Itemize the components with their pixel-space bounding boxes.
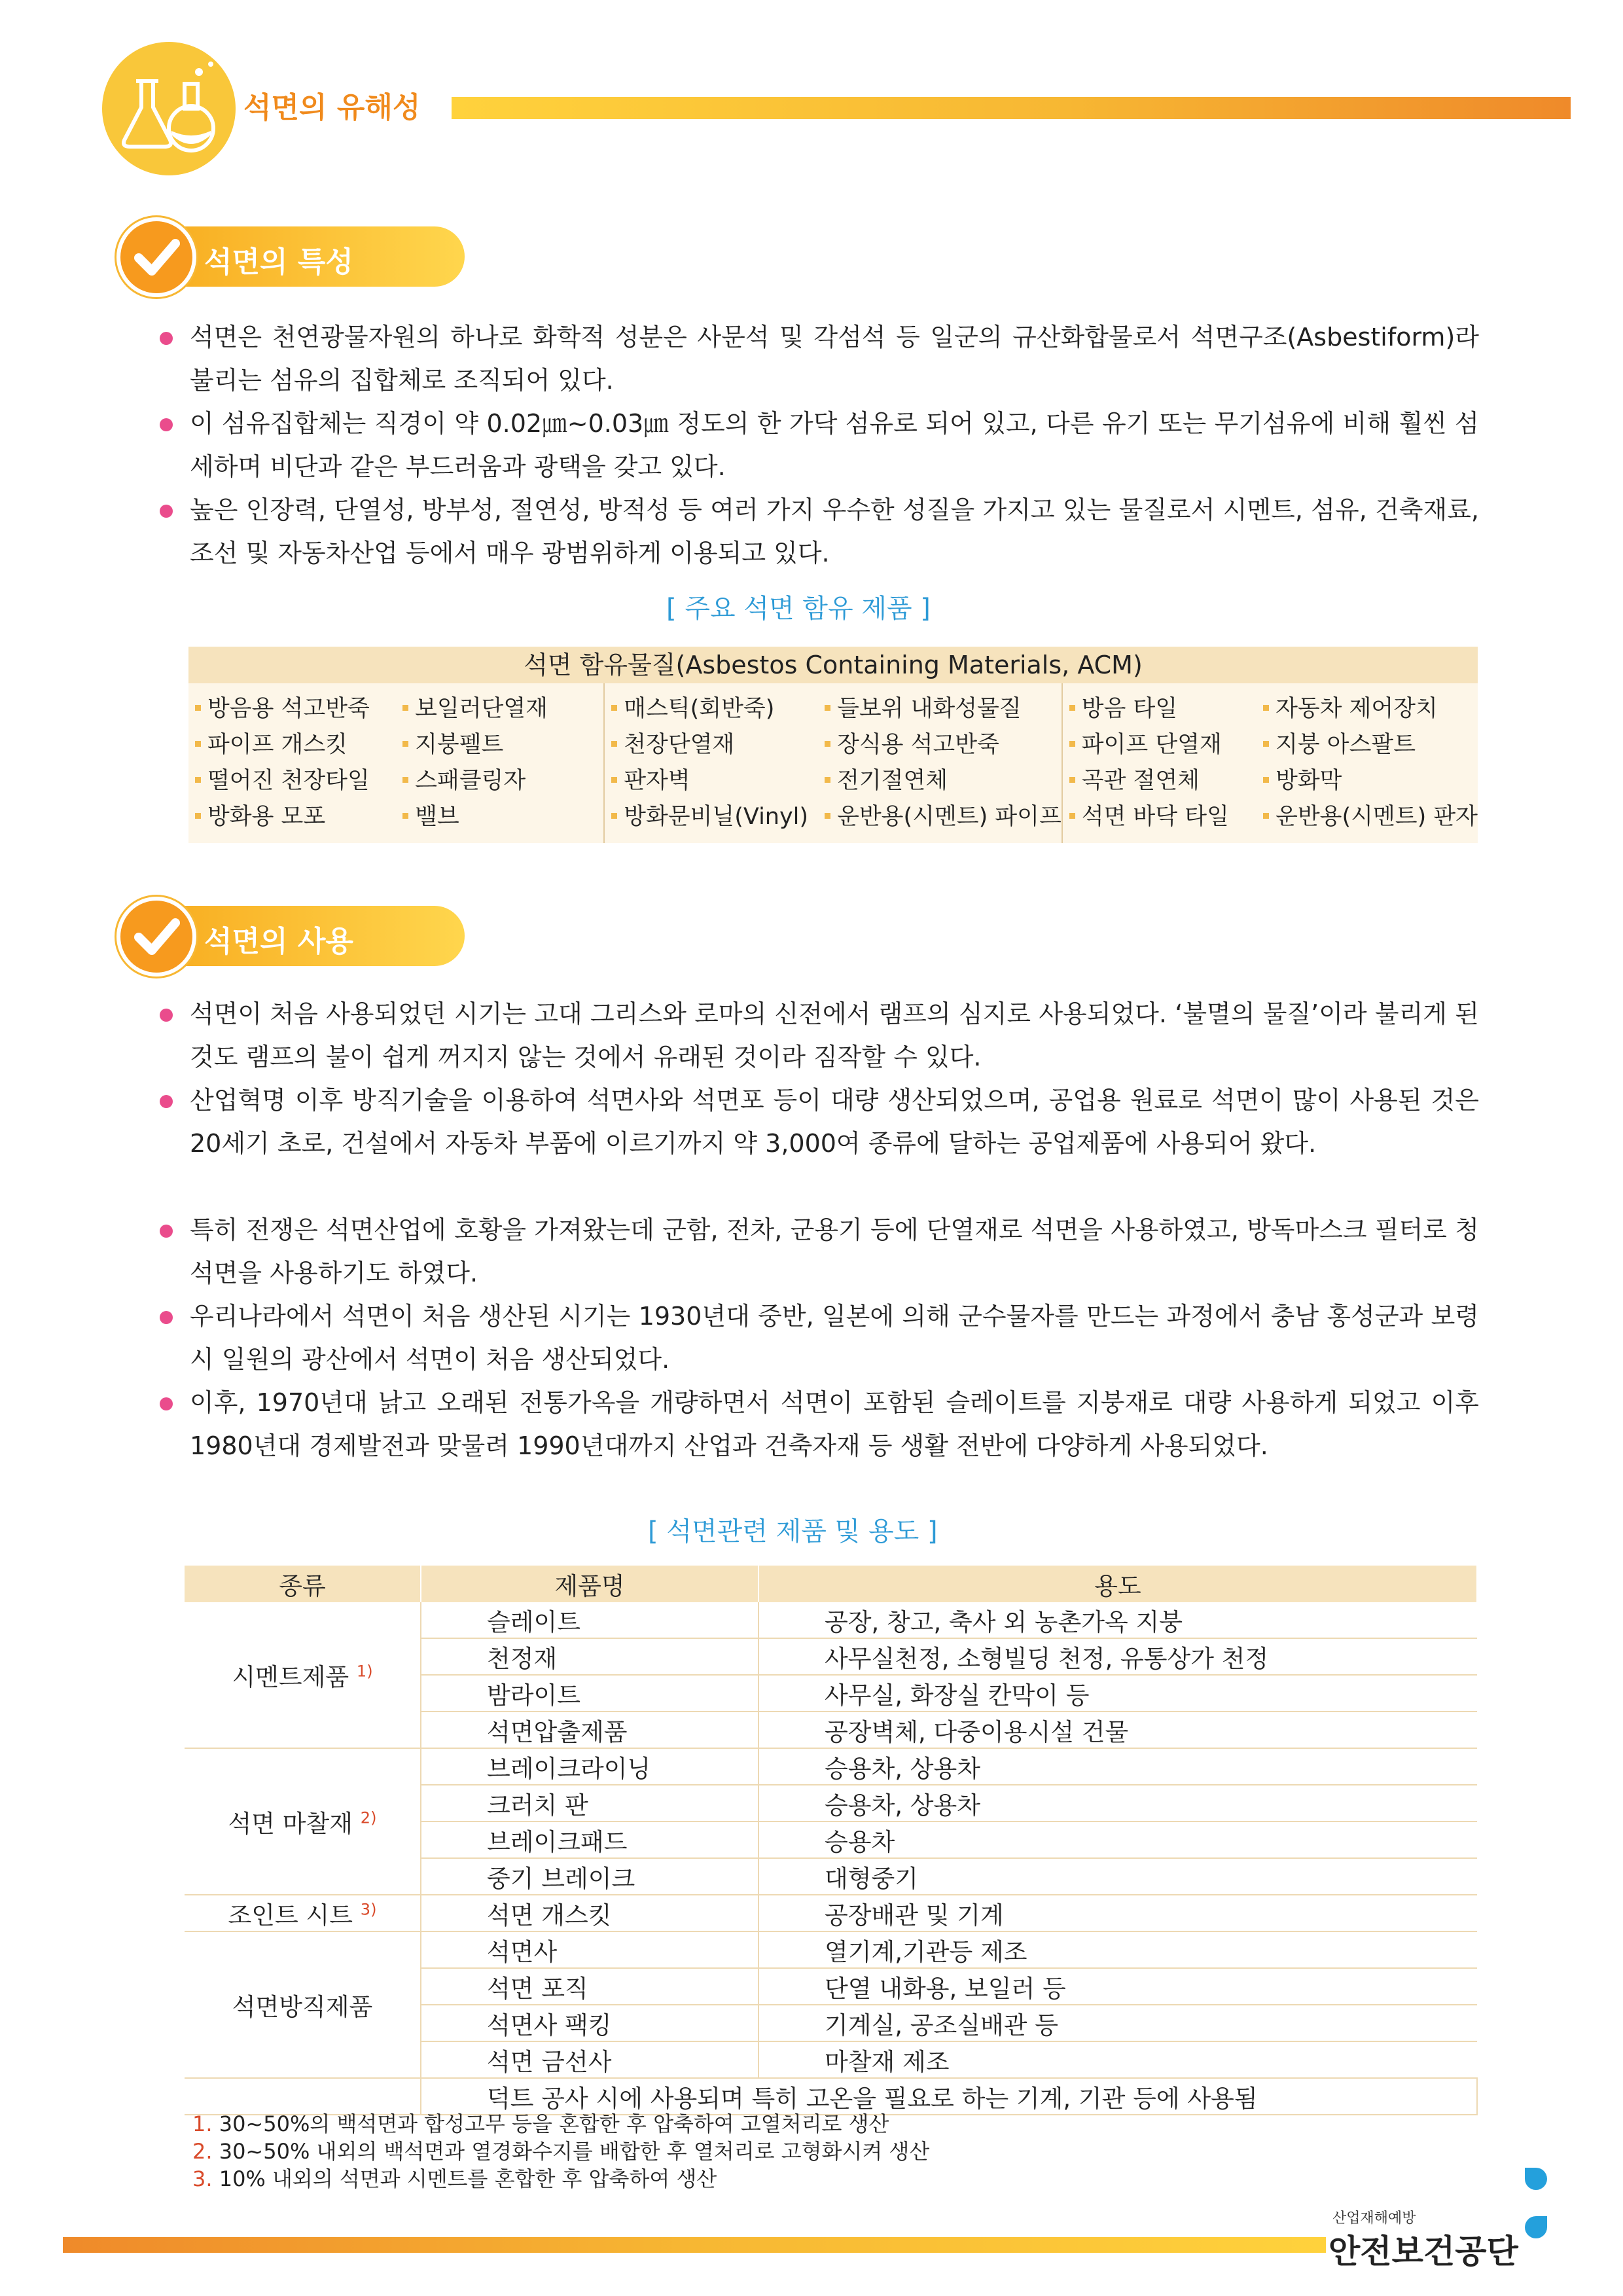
usage-cell: 기계실, 공조실배관 등 [758,2005,1477,2041]
product-name-cell: 중기 브레이크 [421,1858,758,1895]
header-bar [452,97,1571,119]
acm-table [188,647,1478,843]
bullet-item: 특히 전쟁은 석면산업에 호황을 가져왔는데 군함, 전차, 군용기 등에 단열재로 석면을 사용하였고, 방독마스크 필터로 청석면을 사용하기도 하였다. [164,1208,1479,1295]
product-name-cell: 밤라이트 [421,1675,758,1712]
usage-cell: 공장벽체, 다중이용시설 건물 [758,1712,1477,1748]
acm-item: 매스틱(회반죽) [605,691,818,727]
product-name-cell: 석면 개스킷 [421,1895,758,1931]
table-row [185,1931,1477,1968]
bullet-item: 이 섬유집합체는 직경이 약 0.02㎛~0.03㎛ 정도의 한 가닥 섬유로 되어 있고, 다른 유기 또는 무기섬유에 비해 훨씬 섬세하며 비단과 같은 부드러움과 광택을 갖고 있다. [164,402,1479,488]
usage-cell: 공장배관 및 기계 [758,1895,1477,1931]
bullet-item: 높은 인장력, 단열성, 방부성, 절연성, 방적성 등 여러 가지 우수한 성질을 가지고 있는 물질로서 시멘트, 섬유, 건축재료, 조선 및 자동차산업 등에서 매우 광범위하게 이용되고 있다. [164,488,1479,575]
usage-cell: 마찰재 제조 [758,2041,1477,2078]
acm-item: 석면 바닥 타일 [1063,799,1257,835]
table-row [185,2078,1477,2115]
acm-item: 파이프 개스킷 [188,727,396,763]
usage-cell: 승용차 [758,1821,1477,1858]
footnote: 3. 10% 내외의 석면과 시멘트를 혼합한 후 압축하여 생산 [192,2166,717,2191]
acm-item: 지붕펠트 [396,727,603,763]
acm-item: 보일러단열재 [396,691,603,727]
column-header: 종류 [185,1566,421,1602]
product-name-cell: 석면압출제품 [421,1712,758,1748]
product-name-cell: 슬레이트 [421,1602,758,1638]
column-header: 용도 [758,1566,1477,1602]
product-name-cell: 브레이크라이닝 [421,1748,758,1785]
table-row [185,1602,1477,1638]
acm-item: 방음용 석고반죽 [188,691,396,727]
table-caption: [ 주요 석면 함유 제품 ] [666,594,931,624]
acm-item: 스패클링자 [396,763,603,799]
product-name-cell: 석면 금선사 [421,2041,758,2078]
bullet-item: 산업혁명 이후 방직기술을 이용하여 석면사와 석면포 등이 대량 생산되었으며, 공업용 원료로 석면이 많이 사용된 것은 20세기 초로, 건설에서 자동차 부품에 이르기까지 약 3,000여 종류에 달하는 공업제품에 사용되어 왔다. [164,1079,1479,1165]
flask-icon [102,42,236,175]
bullet-item: 우리나라에서 석면이 처음 생산된 시기는 1930년대 중반, 일본에 의해 군수물자를 만드는 과정에서 충남 홍성군과 보령시 일원의 광산에서 석면이 처음 생산되었다. [164,1295,1479,1381]
check-icon [116,897,196,977]
product-name-cell: 크러치 판 [421,1785,758,1821]
logo-subtitle: 산업재해예방 [1332,2210,1416,2227]
category-cell: 시멘트제품 $^{1)}$ [185,1602,421,1748]
usage-cell: 대형중기 [758,1858,1477,1895]
acm-item: 방화용 모포 [188,799,396,835]
acm-item: 자동차 제어장치 [1257,691,1478,727]
product-table [185,1566,1478,2115]
category-cell [185,2078,421,2115]
bullet-item: 석면이 처음 사용되었던 시기는 고대 그리스와 로마의 신전에서 램프의 심지로 사용되었다. ‘불멸의 물질’이라 불리게 된 것도 램프의 불이 쉽게 꺼지지 않는 것에서 유래된 것이라 짐작할 수 있다. [164,992,1479,1079]
acm-table-header: 석면 함유물질(Asbestos Containing Materials, ACM) [188,647,1478,683]
acm-item: 들보위 내화성물질 [818,691,1061,727]
product-name-cell: 브레이크패드 [421,1821,758,1858]
acm-item: 파이프 단열재 [1063,727,1257,763]
logo-drop-icon [1525,2168,1547,2190]
acm-item: 곡관 절연체 [1063,763,1257,799]
table-row [185,1748,1477,1785]
acm-item: 장식용 석고반죽 [818,727,1061,763]
footnote: 1. 30~50%의 백석면과 합성고무 등을 혼합한 후 압축하여 고열처리로 생산 [192,2111,889,2136]
product-name-cell: 석면사 [421,1931,758,1968]
acm-item: 방음 타일 [1063,691,1257,727]
acm-item: 방화막 [1257,763,1478,799]
usage-cell: 단열 내화용, 보일러 등 [758,1968,1477,2005]
page-title: 석면의 유해성 [243,91,421,124]
bullet-item: 석면은 천연광물자원의 하나로 화학적 성분은 사문석 및 각섬석 등 일군의 규산화합물로서 석면구조(Asbestiform)라 불리는 섬유의 집합체로 조직되어 있다. [164,315,1479,402]
acm-item: 운반용(시멘트) 파이프 [818,799,1061,835]
usage-cell: 열기계,기관등 제조 [758,1931,1477,1968]
table-row [185,1895,1477,1931]
logo-name: 안전보건공단 [1329,2233,1518,2270]
header-emblem [102,42,236,175]
category-cell: 조인트 시트 $^{3)}$ [185,1895,421,1931]
acm-item: 판자벽 [605,763,818,799]
usage-cell: 사무실천정, 소형빌딩 천정, 유통상가 천정 [758,1638,1477,1675]
product-name-cell: 석면 포직 [421,1968,758,2005]
acm-item: 방화문비닐(Vinyl) [605,799,818,835]
bullet-item: 이후, 1970년대 낡고 오래된 전통가옥을 개량하면서 석면이 포함된 슬레이트를 지붕재로 대량 사용하게 되었고 이후 1980년대 경제발전과 맞물려 1990년대까지 산업과 건축자재 등 생활 전반에 다양하게 사용되었다. [164,1381,1479,1467]
usage-cell: 승용차, 상용차 [758,1748,1477,1785]
usage-cell: 공장, 창고, 축사 외 농촌가옥 지붕 [758,1602,1477,1638]
acm-item: 지붕 아스팔트 [1257,727,1478,763]
check-icon [116,217,196,297]
usage-cell: 덕트 공사 시에 사용되며 특히 고온을 필요로 하는 기계, 기관 등에 사용됨 [421,2078,1477,2115]
footer-bar [63,2237,1326,2253]
product-name-cell: 천정재 [421,1638,758,1675]
section-title: 석면의 특성 [204,245,353,279]
acm-item: 운반용(시멘트) 판자 [1257,799,1478,835]
section-title: 석면의 사용 [204,925,353,958]
acm-table-body [188,683,1478,843]
footnote: 2. 30~50% 내외의 백석면과 열경화수지를 배합한 후 열처리로 고형화시켜 생산 [192,2139,930,2164]
category-cell: 석면 마찰재 $^{2)}$ [185,1748,421,1895]
acm-item: 전기절연체 [818,763,1061,799]
product-name-cell: 석면사 팩킹 [421,2005,758,2041]
table-caption: [ 석면관련 제품 및 용도 ] [648,1516,938,1547]
usage-cell: 승용차, 상용차 [758,1785,1477,1821]
acm-item: 천장단열재 [605,727,818,763]
usage-cell: 사무실, 화장실 칸막이 등 [758,1675,1477,1712]
column-header: 제품명 [421,1566,758,1602]
category-cell: 석면방직제품 [185,1931,421,2078]
acm-item: 밸브 [396,799,603,835]
acm-item: 떨어진 천장타일 [188,763,396,799]
logo-drop-icon [1525,2216,1547,2238]
